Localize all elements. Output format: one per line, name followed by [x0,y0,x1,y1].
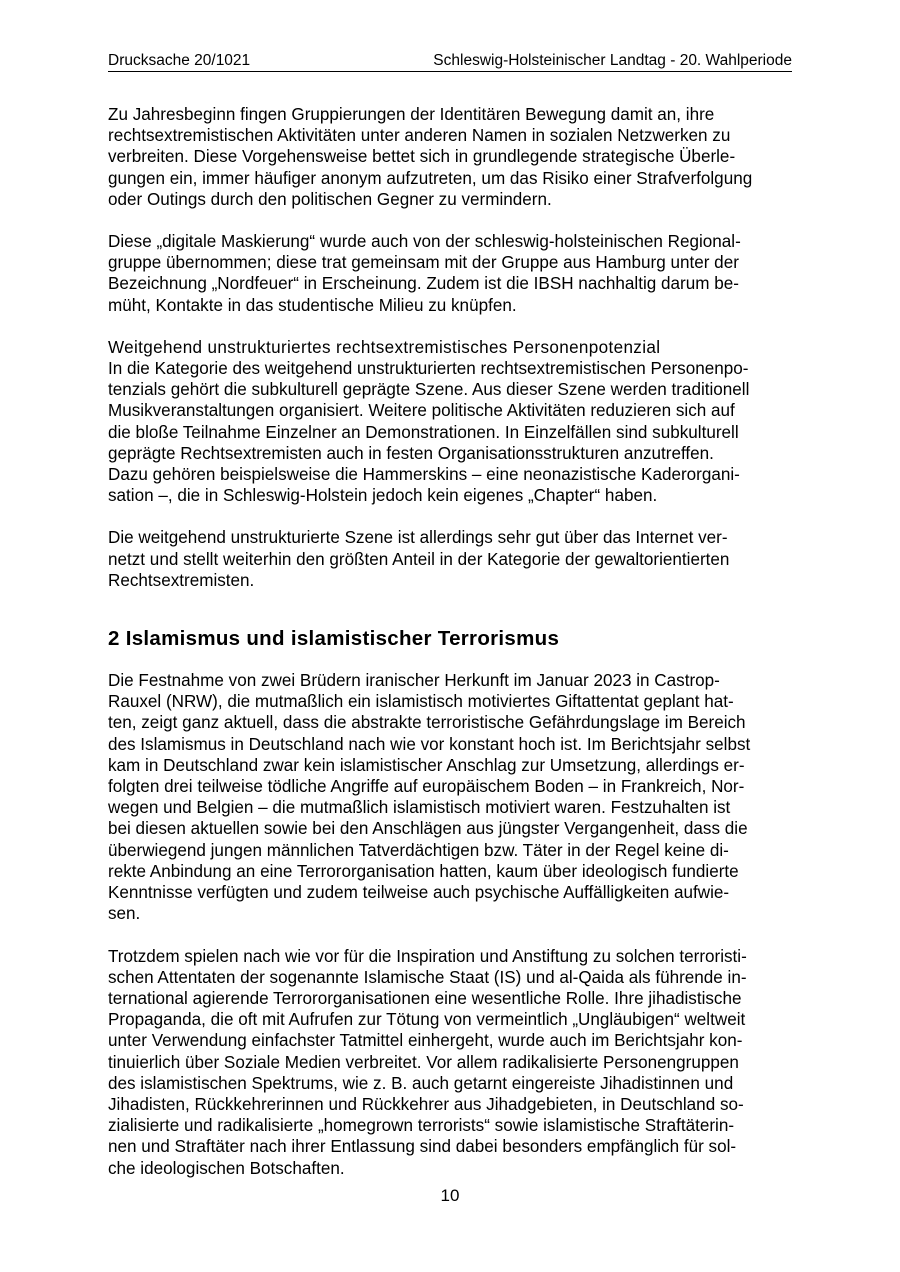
subheading-personenpotenzial: Weitgehend unstrukturiertes rechtsextremistisches Personenpotenzial [108,337,661,357]
document-number: Drucksache 20/1021 [108,52,251,69]
running-header [108,52,792,72]
paragraph-propaganda: Trotzdem spielen nach wie vor für die Inspiration und Anstiftung zu solchen terroristi- schen Attentaten der sogenannte Islamische Staat (IS) und al-Qaida als führende in- ternational agierende Terrororganisationen eine wesentliche Rolle. Ihre jihadistische Propaganda, die oft mit Aufrufen zur Tötung von vermeintlich „Ungläubigen“ weltweit unter Verwendung einfachster Tatmittel einhergeht, wurde auch im Berichtsjahr kon- tinuierlich über Soziale Medien verbreitet. Vor allem radikalisierte Personengruppen des islamistischen Spektrums, wie z. B. auch getarnt eingereiste Jihadistinnen und Jihadisten, Rückkehrerinnen und Rückkehrer aus Jihadgebieten, in Deutschland so- zialisierte und radikalisierte „homegrown terrorists“ sowie islamistische Straftäterin- nen und Straftäter nach ihrer Entlassung sind dabei besonders empfänglich für sol- che ideologischen Botschaften. [108,946,747,1178]
page-number: 10 [440,1186,460,1205]
parliament-title: Schleswig-Holsteinischer Landtag - 20. Wahlperiode [433,52,792,69]
paragraph-subkulturelle-szene: In die Kategorie des weitgehend unstrukturierten rechtsextremistischen Personenpo- tenzials gehört die subkulturell geprägte Szene. Aus dieser Szene werden traditionell Musikveranstaltungen organisiert. Weitere politische Aktivitäten reduzieren sich auf die bloße Teilnahme Einzelner an Demonstrationen. In Einzelfällen sind subkulturell geprägte Rechtsextremisten auch in festen Organisationsstrukturen anzutreffen. Dazu gehören beispielsweise die Hammerskins – eine neonazistische Kaderorgani- sation –, die in Schleswig-Holstein jedoch kein eigenes „Chapter“ haben. [108,359,750,506]
paragraph-festnahme: Die Festnahme von zwei Brüdern iranischer Herkunft im Januar 2023 in Castrop- Rauxel (NRW), die mutmaßlich ein islamistisch motiviertes Giftattentat geplant hat- ten, zeigt ganz aktuell, dass die abstrakte terroristische Gefährdungslage im Bereich des Islamismus in Deutschland nach wie vor konstant hoch ist. Im Berichtsjahr selbst kam in Deutschland zwar kein islamistischer Anschlag zur Umsetzung, allerdings er- folgten drei teilweise tödliche Angriffe auf europäischem Boden – in Frankreich, Nor- wegen und Belgien – die mutmaßlich islamistisch motiviert waren. Festzuhalten ist bei diesen aktuellen sowie bei den Anschlägen aus jüngster Vergangenheit, dass die überwiegend jungen männlichen Tatverdächtigen bzw. Täter in der Regel keine di- rekte Anbindung an eine Terrororganisation hatten, kaum über ideologisch fundierte Kenntnisse verfügten und zudem teilweise auch psychische Auffälligkeiten aufwie- sen. [108,671,751,924]
document-page [108,52,792,1200]
paragraph-digitale-maskierung: Diese „digitale Maskierung“ wurde auch von der schleswig-holsteinischen Regional- gruppe übernommen; diese trat gemeinsam mit der Gruppe aus Hamburg unter der Bezeichnung „Nordfeuer“ in Erscheinung. Zudem ist die IBSH nachhaltig darum be- müht, Kontakte in das studentische Milieu zu knüpfen. [108,232,741,315]
paragraph-identitaere-bewegung: Zu Jahresbeginn fingen Gruppierungen der Identitären Bewegung damit an, ihre rechtsextremistischen Aktivitäten unter anderen Namen in sozialen Netzwerken zu verbreiten. Diese Vorgehensweise bettet sich in grundlegende strategische Überle- gungen ein, immer häufiger anonym aufzutreten, um das Risiko einer Strafverfolgung oder Outings durch den politischen Gegner zu vermindern. [108,105,753,209]
section-heading-islamismus: 2 Islamismus und islamistischer Terrorismus [108,627,560,651]
paragraph-unstrukturierte-szene: Die weitgehend unstrukturierte Szene ist allerdings sehr gut über das Internet ver- netzt und stellt weiterhin den größten Anteil in der Kategorie der gewaltorientierten Rechtsextremisten. [108,528,730,590]
body-text [108,104,792,1179]
